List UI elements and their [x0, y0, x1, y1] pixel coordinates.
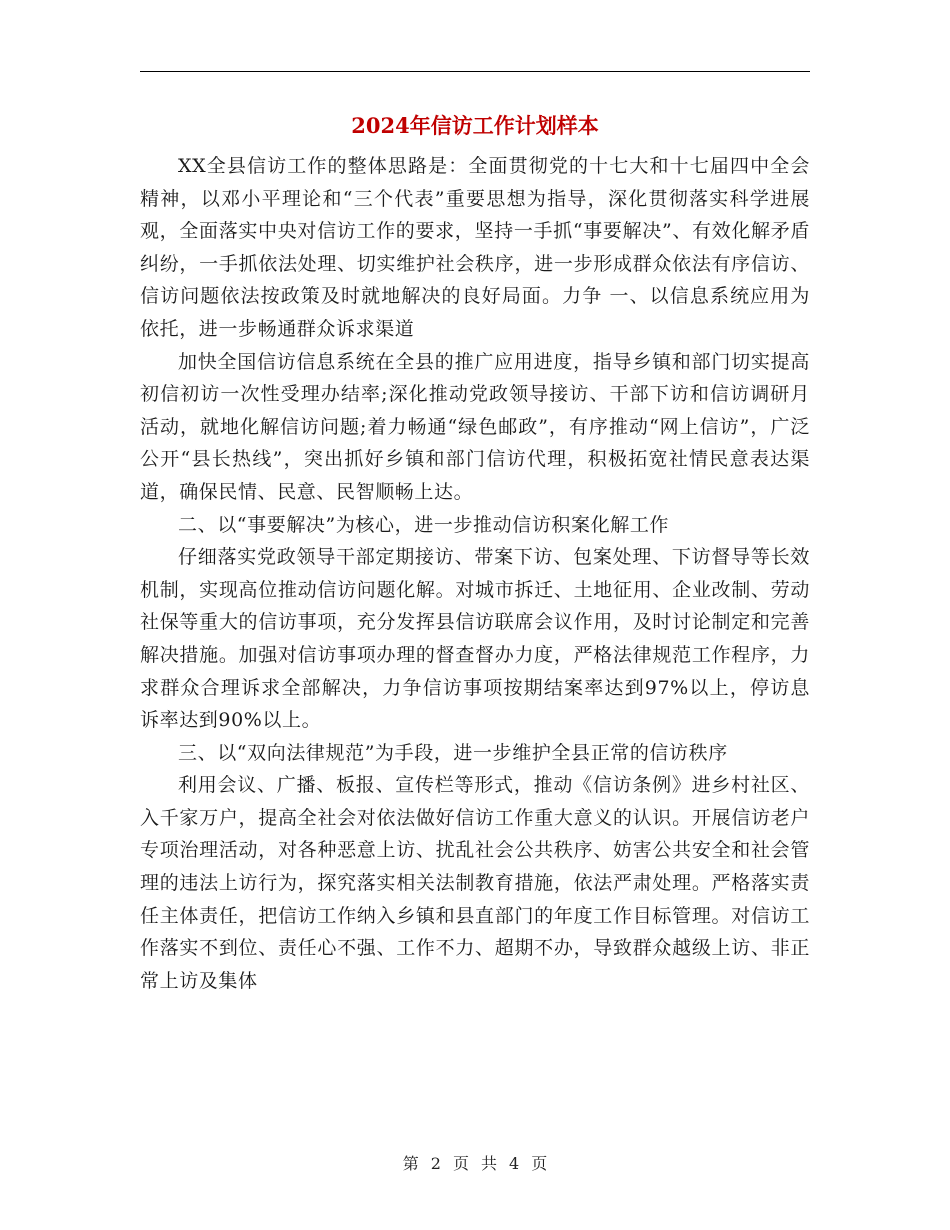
- paragraph-intro: XX全县信访工作的整体思路是：全面贯彻党的十七大和十七届四中全会精神，以邓小平理论和“三个代表”重要思想为指导，深化贯彻落实科学进展观，全面落实中央对信访工作的要求，坚持一手抓“事要解决”、有效化解矛盾纠纷，一手抓依法处理、切实维护社会秩序，进一步形成群众依法有序信访、信访问题依法按政策及时就地解决的良好局面。力争 一、以信息系统应用为依托，进一步畅通群众诉求渠道: [140, 155, 810, 340]
- document-body: [140, 150, 810, 997]
- footer-page-word: 页: [452, 1154, 469, 1173]
- section-heading-2: 二、以“事要解决”为核心，进一步推动信访积案化解工作: [178, 513, 670, 536]
- paragraph-order-maintenance: 利用会议、广播、板报、宣传栏等形式，推动《信访条例》进乡村社区、入千家万户，提高全社会对依法做好信访工作重大意义的认识。开展信访老户专项治理活动，对各种恶意上访、扰乱社会公共秩序、妨害公共安全和社会管理的违法上访行为，探究落实相关法制教育措施，依法严肃处理。严格落实责任主体责任，把信访工作纳入乡镇和县直部门的年度工作目标管理。对信访工作落实不到位、责任心不强、工作不力、超期不办，导致群众越级上访、非正常上访及集体: [140, 774, 810, 992]
- section-heading-3: 三、以“双向法律规范”为手段，进一步维护全县正常的信访秩序: [178, 741, 728, 764]
- page-footer: [0, 1153, 950, 1175]
- document-title: 2024年信访工作计划样本: [351, 113, 599, 138]
- paragraph-case-resolution: 仔细落实党政领导干部定期接访、带案下访、包案处理、下访督导等长效机制，实现高位推动信访问题化解。对城市拆迁、土地征用、企业改制、劳动社保等重大的信访事项，充分发挥县信访联席会议作用，及时讨论制定和完善解决措施。加强对信访事项办理的督查督办力度，严格法律规范工作程序，力求群众合理诉求全部解决，力争信访事项按期结案率达到97%以上，停访息诉率达到90%以上。: [140, 546, 810, 732]
- footer-prefix: 第: [402, 1154, 419, 1173]
- header-rule: [140, 71, 810, 72]
- footer-suffix: 页: [531, 1154, 548, 1173]
- footer-total-prefix: 共: [481, 1154, 498, 1173]
- paragraph-petition-system: 加快全国信访信息系统在全县的推广应用进度，指导乡镇和部门切实提高初信初访一次性受理办结率;深化推动党政领导接访、干部下访和信访调研月活动，就地化解信访问题;着力畅通“绿色邮政”，有序推动“网上信访”，广泛公开“县长热线”，突出抓好乡镇和部门信访代理，积极拓宽社情民意表达渠道，确保民情、民意、民智顺畅上达。: [140, 350, 810, 503]
- footer-total-pages: 4: [509, 1154, 520, 1173]
- footer-current-page: 2: [430, 1154, 441, 1173]
